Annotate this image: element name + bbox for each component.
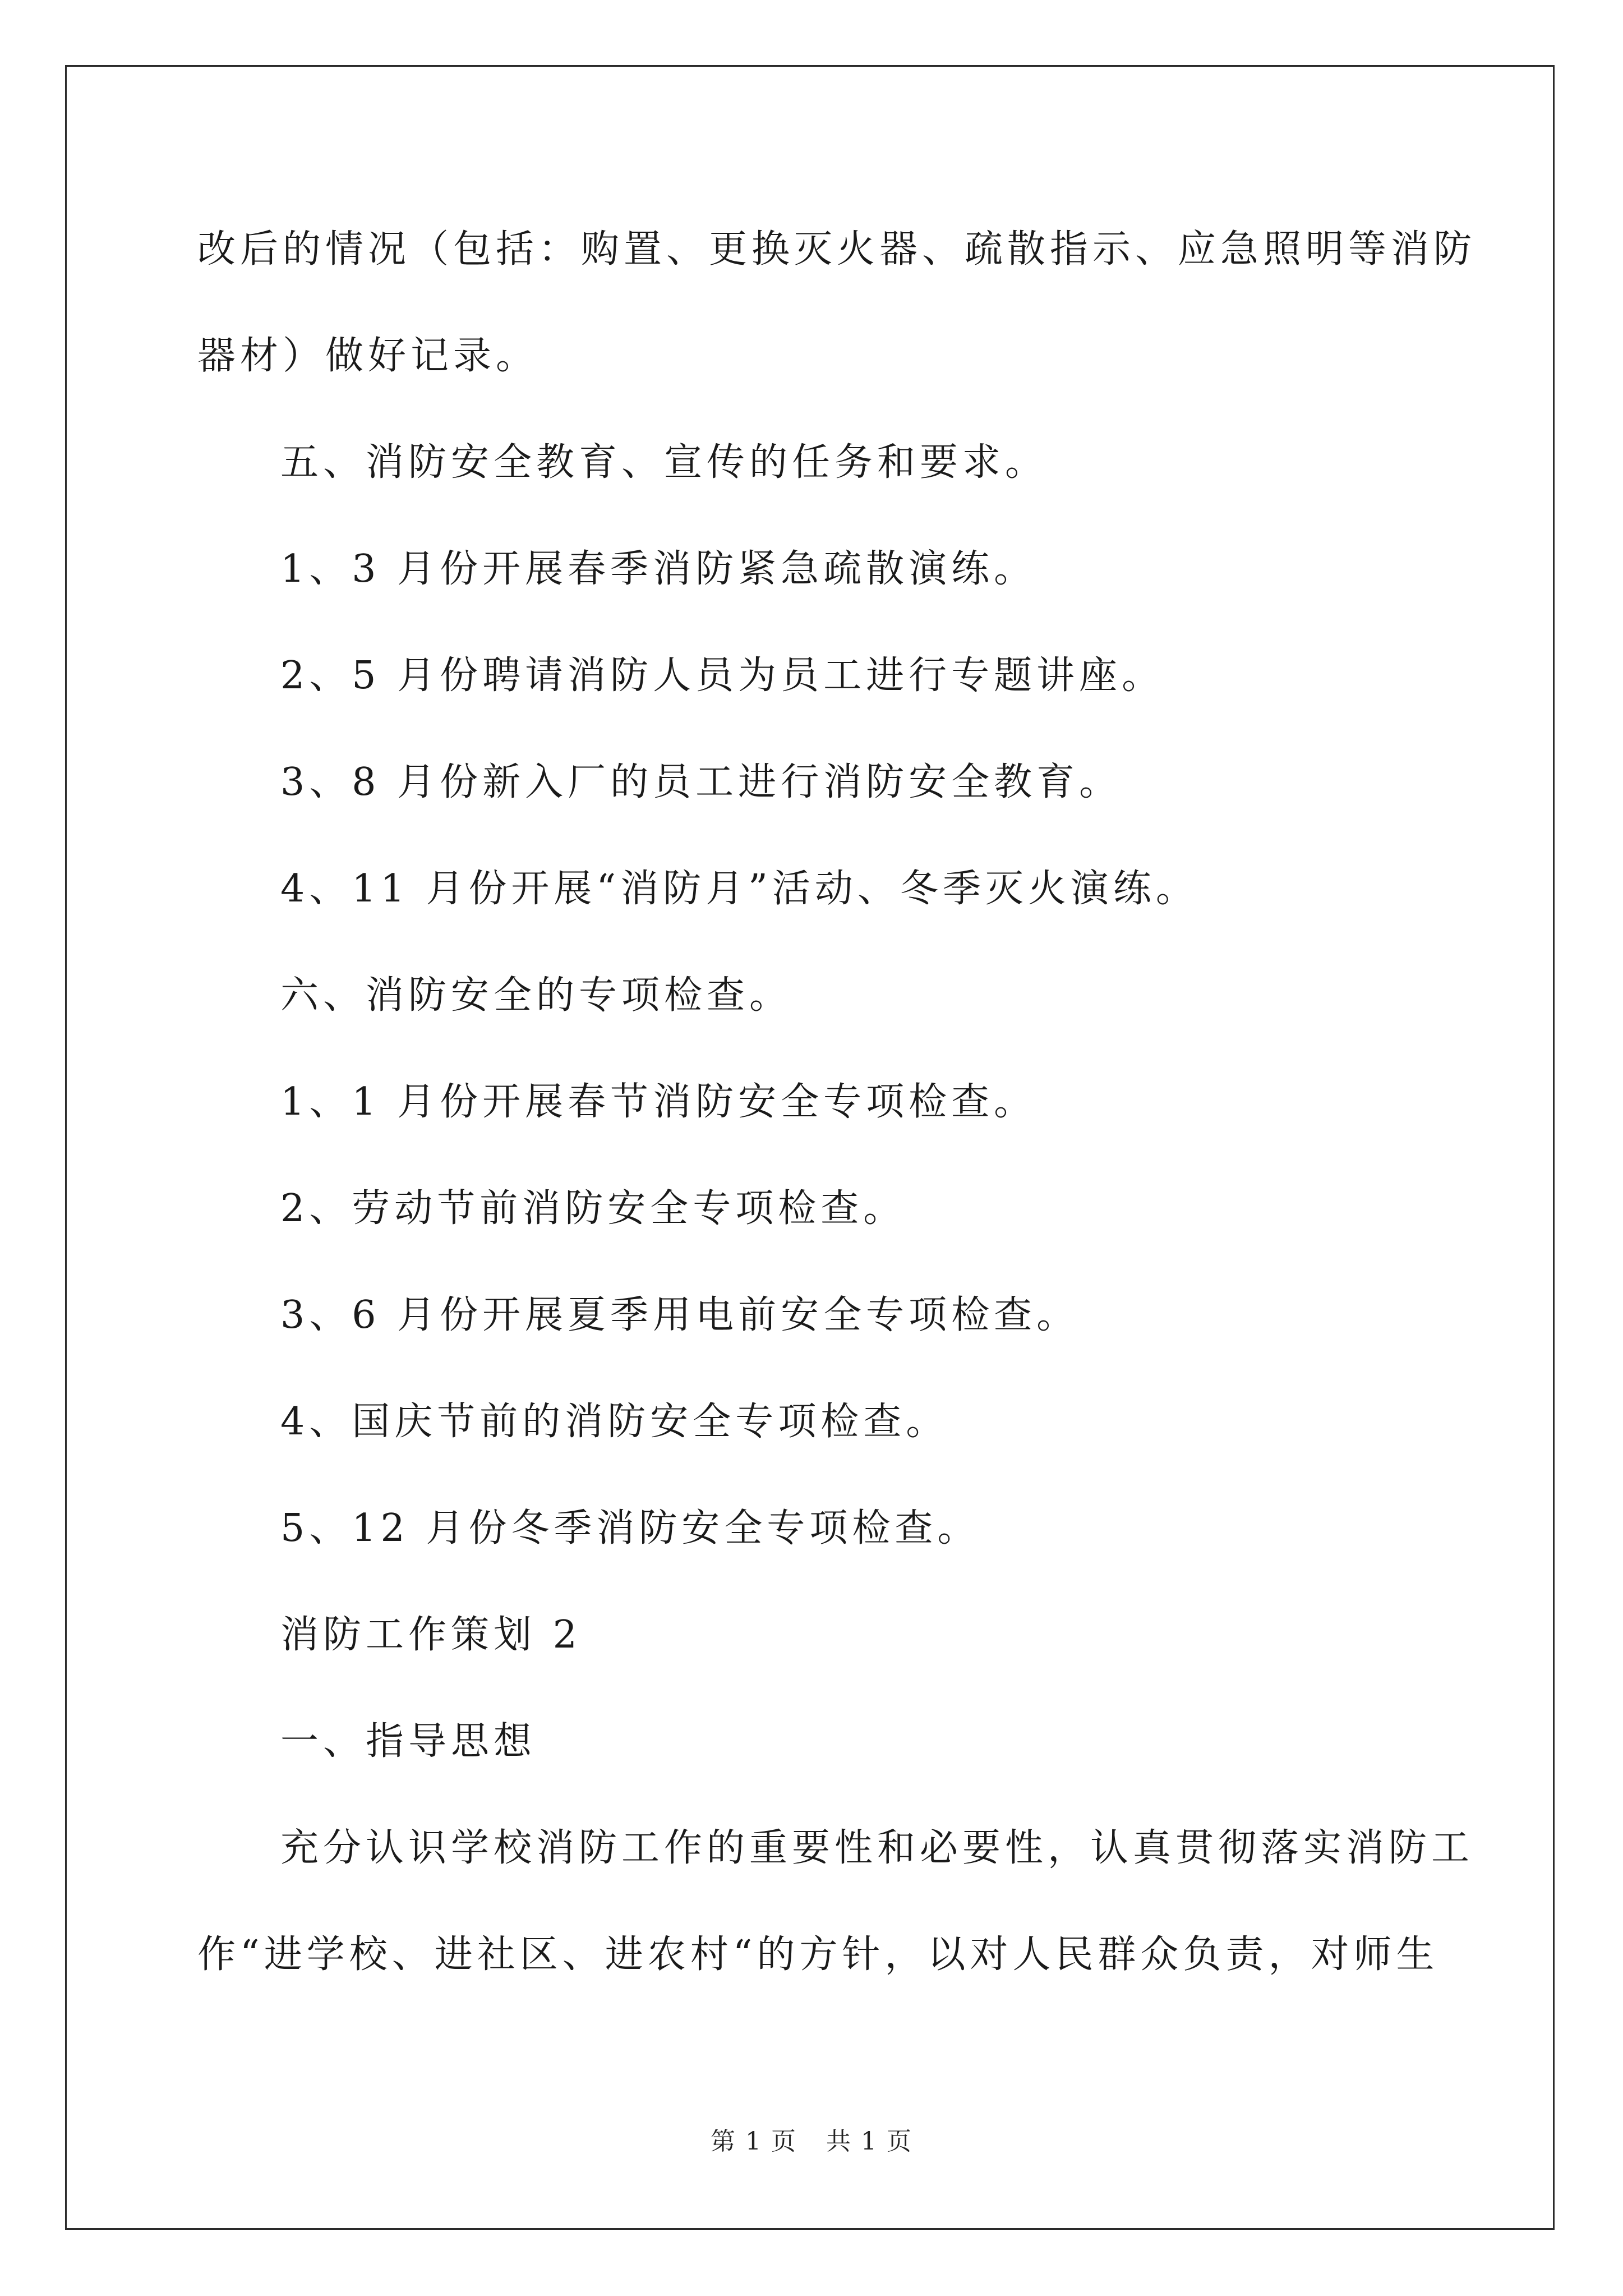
document-subtitle: 消防工作策划 2	[280, 1613, 582, 1657]
list-item: 1、3 月份开展春季消防紧急疏散演练。	[280, 547, 1037, 591]
page-total: 共 1 页	[826, 2127, 912, 2156]
list-item: 3、8 月份新入厂的员工进行消防安全教育。	[280, 760, 1122, 804]
list-item: 1、1 月份开展春节消防安全专项检查。	[280, 1080, 1037, 1124]
list-item: 3、6 月份开展夏季用电前安全专项检查。	[280, 1293, 1080, 1337]
page-number: 第 1 页	[711, 2127, 797, 2156]
paragraph-line: 充分认识学校消防工作的重要性和必要性，认真贯彻落实消防工	[280, 1826, 1474, 1870]
paragraph-line: 改后的情况（包括：购置、更换灭火器、疏散指示、应急照明等消防	[197, 227, 1477, 272]
list-item: 4、国庆节前的消防安全专项检查。	[280, 1400, 949, 1444]
section-heading-one: 一、指导思想	[280, 1719, 537, 1764]
section-heading-six: 六、消防安全的专项检查。	[280, 973, 792, 1018]
section-heading-five: 五、消防安全教育、宣传的任务和要求。	[280, 440, 1048, 485]
list-item: 5、12 月份冬季消防安全专项检查。	[280, 1506, 980, 1550]
paragraph-line: 作“进学校、进社区、进农村“的方针，以对人民群众负责，对师生	[197, 1932, 1439, 1977]
list-item: 2、劳动节前消防安全专项检查。	[280, 1186, 906, 1231]
page-border	[65, 65, 1555, 2230]
list-item: 2、5 月份聘请消防人员为员工进行专题讲座。	[280, 654, 1165, 698]
paragraph-line: 器材）做好记录。	[197, 334, 539, 378]
page-footer	[0, 2125, 1623, 2159]
list-item: 4、11 月份开展“消防月”活动、冬季灭火演练。	[280, 867, 1198, 911]
